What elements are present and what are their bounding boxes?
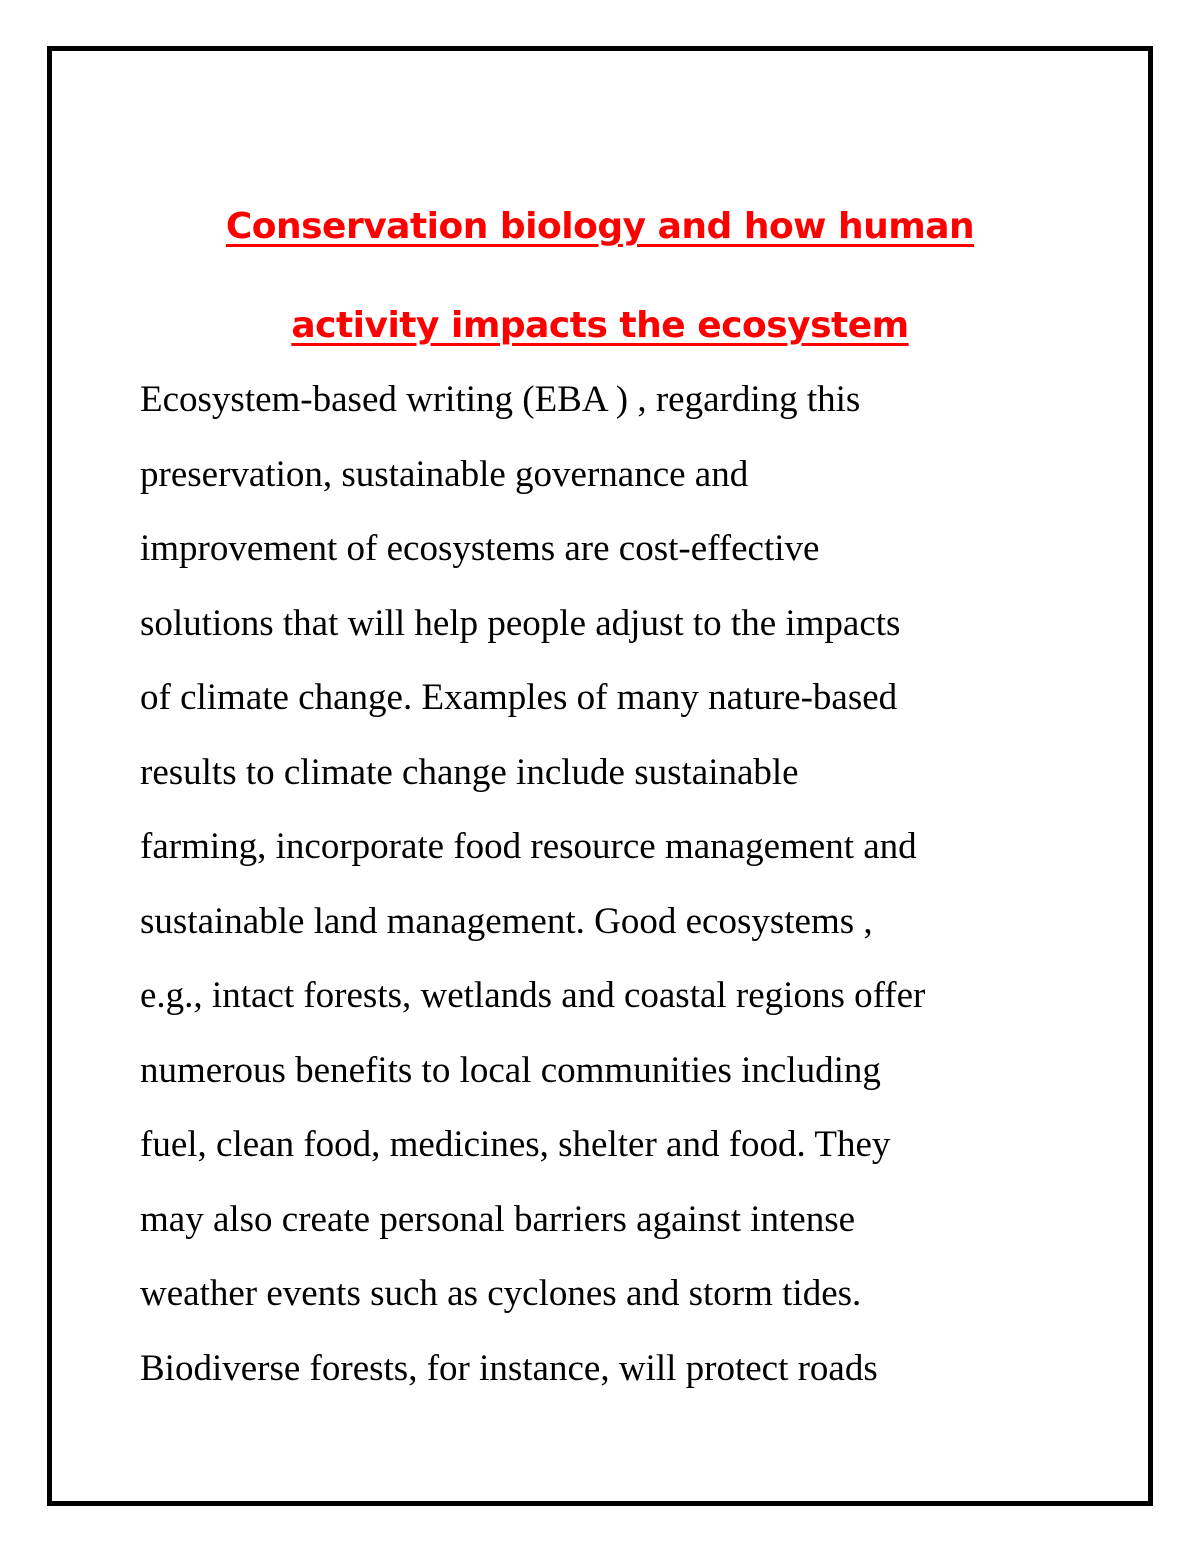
body-line-2: preservation, sustainable governance and [140, 453, 749, 495]
body-line-12: may also create personal barriers against intense [140, 1198, 856, 1240]
body-line-3: improvement of ecosystems are cost-effective [140, 528, 820, 569]
document-title [52, 177, 1148, 375]
body-line-10: numerous benefits to local communities including [140, 1049, 881, 1091]
body-line-5: of climate change. Examples of many nature-based [140, 677, 898, 718]
title-line-2: activity impacts the ecosystem [291, 305, 909, 346]
body-line-1: Ecosystem-based writing (EBA ) , regarding this [140, 379, 861, 420]
body-line-7: farming, incorporate food resource management and [140, 826, 917, 867]
body-line-6: results to climate change include sustainable [140, 751, 799, 793]
body-line-9: e.g., intact forests, wetlands and coastal regions offer [140, 975, 926, 1016]
body-line-13: weather events such as cyclones and storm tides. [140, 1273, 862, 1314]
body-line-11: fuel, clean food, medicines, shelter and food. They [140, 1124, 891, 1165]
body-paragraph [140, 363, 1100, 1406]
body-line-4: solutions that will help people adjust to the impacts [140, 602, 901, 644]
body-line-14: Biodiverse forests, for instance, will protect roads [140, 1347, 878, 1389]
body-line-8: sustainable land management. Good ecosystems , [140, 900, 873, 942]
title-line-1: Conservation biology and how human [225, 206, 975, 247]
page-frame [47, 46, 1153, 1506]
